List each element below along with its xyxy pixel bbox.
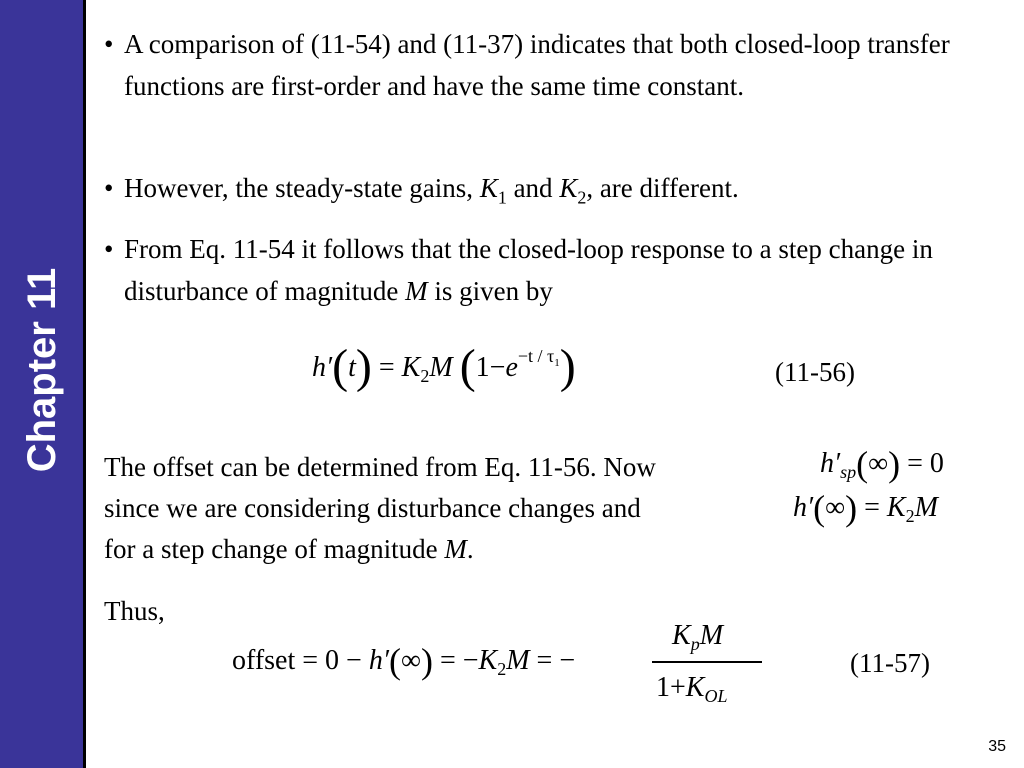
- offset-paragraph-line3: for a step change of magnitude M.: [104, 534, 474, 564]
- final-value-equation: $h'(\infty) = K_2M$: [793, 488, 938, 528]
- bullet-dot: •: [104, 29, 114, 59]
- setpoint-equation: $h'_{sp}(\infty) = 0$: [820, 444, 944, 484]
- fraction-numerator: $K_pM$: [672, 620, 724, 654]
- chapter-sidebar: [0, 0, 83, 768]
- equation-number: (11-57): [850, 648, 930, 678]
- sidebar-divider: [83, 0, 86, 768]
- offset-paragraph-line1: The offset can be determined from Eq. 11-56. Now: [104, 452, 656, 482]
- equation-11-57: offset = $0 - h'(\infty) = -K_2M$ = −: [232, 641, 576, 681]
- equation-11-56: $h'(t) = K_2M$ $(1-e^{-t / \tau 1})$: [312, 340, 576, 393]
- bullet-dot: •: [104, 234, 114, 264]
- equation-number: (11-56): [775, 357, 855, 387]
- bullet-text: A comparison of (11-54) and (11-37) indicates that both closed-loop transfer functions are first-order and have the same time constant.: [124, 29, 950, 101]
- fraction-bar: [652, 661, 762, 663]
- bullet-text: From Eq. 11-54 it follows that the closed-loop response to a step change in disturbance of magnitude M is given by: [124, 234, 933, 306]
- chapter-label: Chapter 11: [20, 267, 64, 473]
- bullet-response: [104, 228, 1004, 314]
- bullet-text: However, the steady-state gains, $K_1$ and $K_2$, are different.: [124, 173, 739, 208]
- bullet-gains: [104, 167, 1004, 209]
- bullet-dot: •: [104, 173, 114, 203]
- fraction-denominator: $1+K_{OL}$: [656, 672, 728, 706]
- bullet-comparison: [104, 23, 1004, 153]
- page-number: 35: [988, 738, 1006, 755]
- thus-label: Thus,: [104, 596, 165, 626]
- offset-paragraph-line2: since we are considering disturbance changes and: [104, 493, 641, 523]
